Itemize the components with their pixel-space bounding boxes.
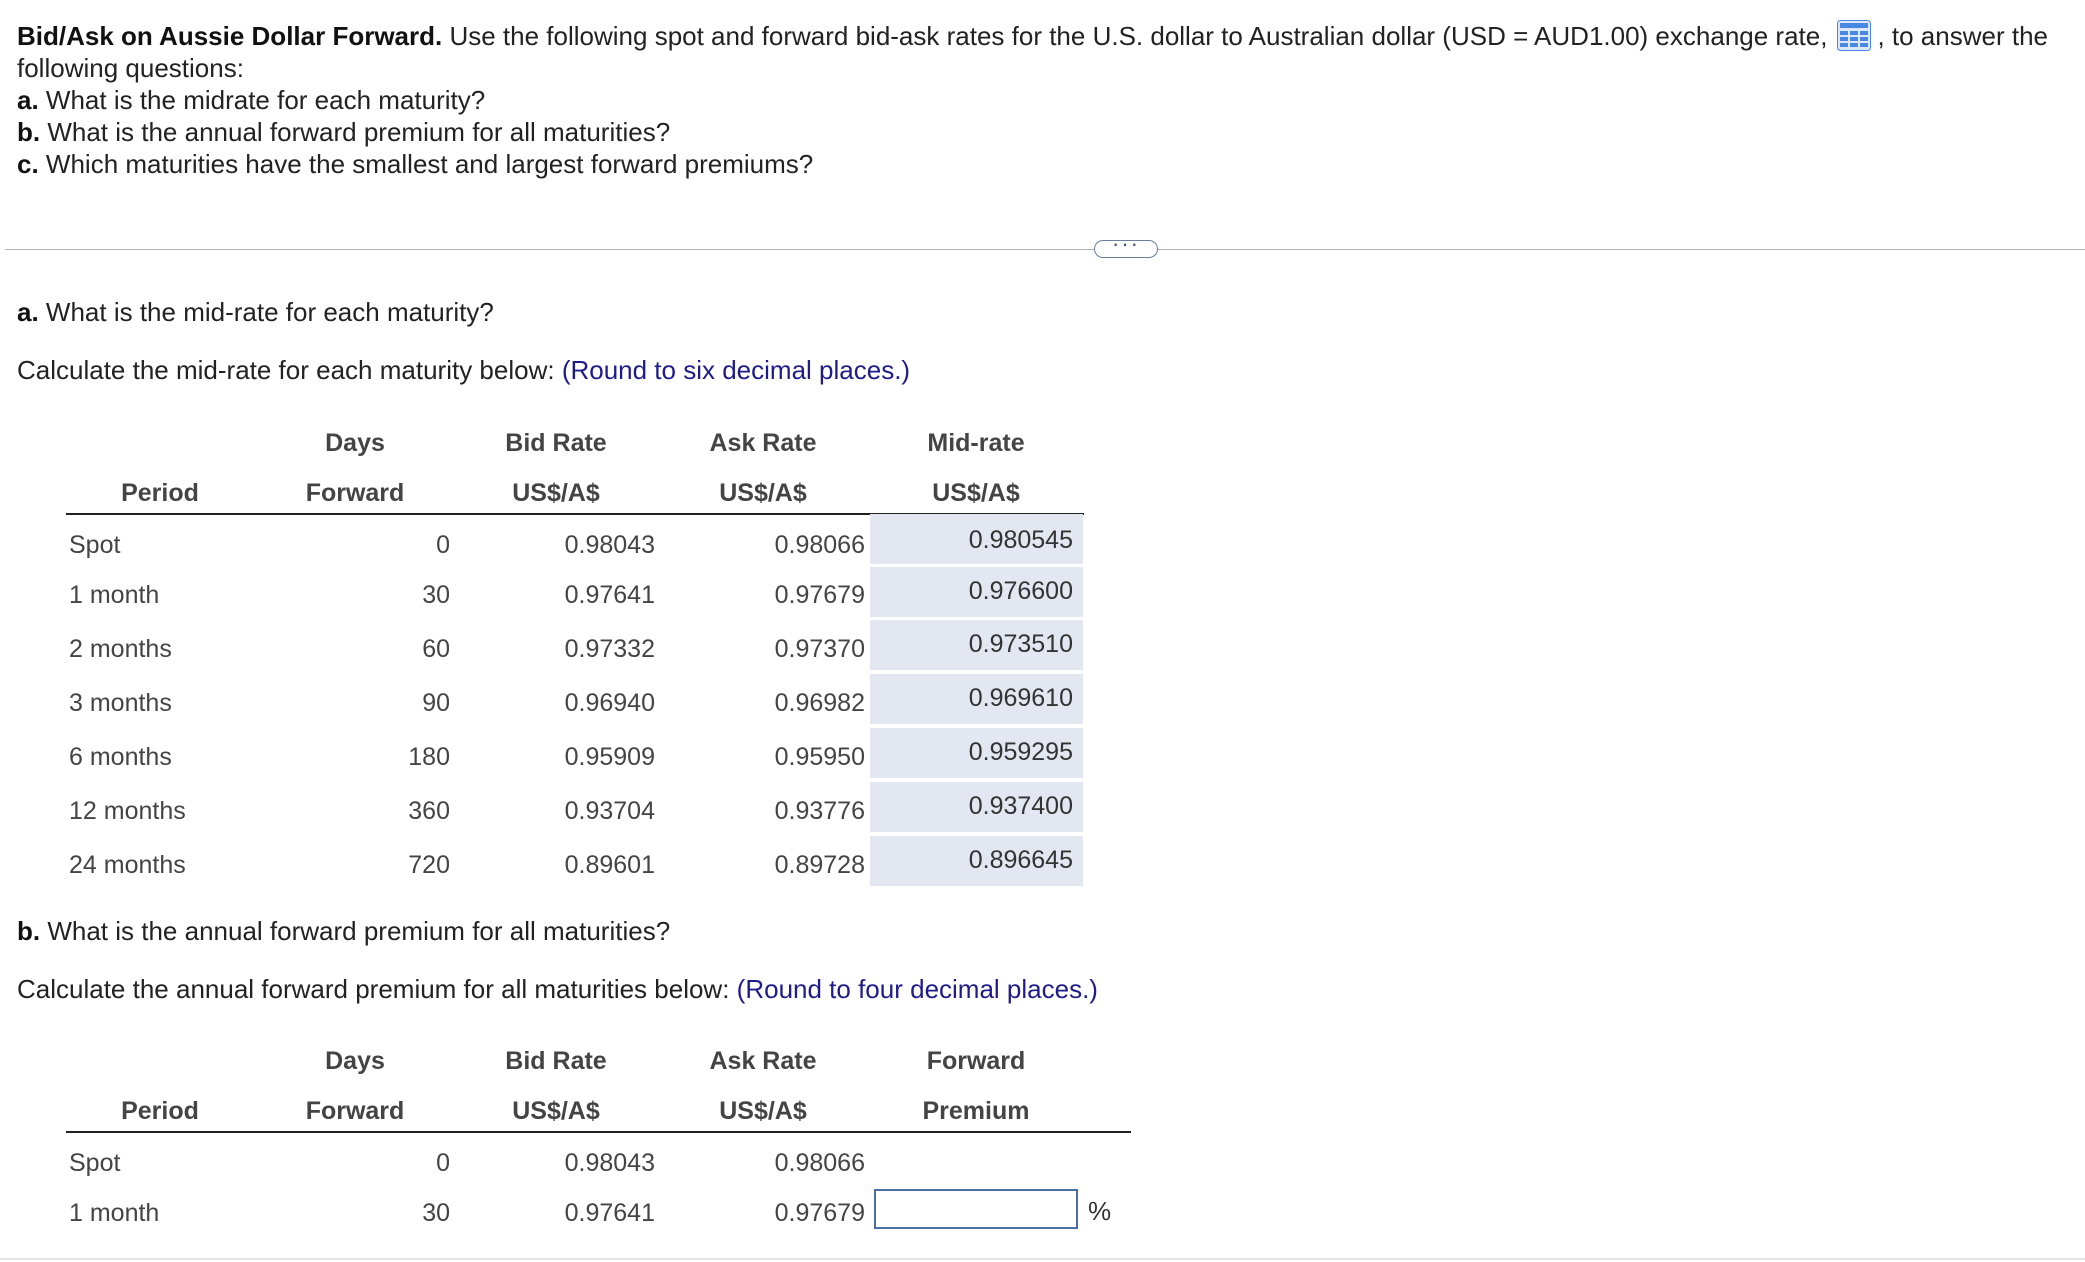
col-days-header-top: Days bbox=[325, 1047, 385, 1075]
mid-rate-cell: 0.959295 bbox=[870, 728, 1083, 778]
col-bid-header-top: Bid Rate bbox=[505, 429, 607, 457]
question-b: b. What is the annual forward premium for all maturities? bbox=[17, 117, 671, 147]
col-mid-header-top: Mid-rate bbox=[927, 429, 1025, 457]
mid-rate-cell: 0.896645 bbox=[870, 836, 1083, 886]
mid-rate-cell: 0.976600 bbox=[870, 567, 1083, 617]
part-a-hint: (Round to six decimal places.) bbox=[561, 355, 911, 385]
col-bid-header-bottom: US$/A$ bbox=[512, 1097, 600, 1125]
question-c: c. Which maturities have the smallest and largest forward premiums? bbox=[17, 149, 814, 179]
part-b-hint: (Round to four decimal places.) bbox=[736, 974, 1098, 1004]
part-b-heading: b. What is the annual forward premium for all maturities? bbox=[17, 916, 671, 946]
col-ask-header-top: Ask Rate bbox=[709, 429, 817, 457]
col-ask-header-top: Ask Rate bbox=[709, 1047, 817, 1075]
mid-rate-cell: 0.980545 bbox=[870, 514, 1083, 564]
problem-intro bbox=[17, 20, 2077, 180]
col-ask-header-bottom: US$/A$ bbox=[719, 479, 807, 507]
col-ask-header-bottom: US$/A$ bbox=[719, 1097, 807, 1125]
col-bid-header-top: Bid Rate bbox=[505, 1047, 607, 1075]
col-mid-header-bottom: US$/A$ bbox=[932, 479, 1020, 507]
intro-text: Use the following spot and forward bid-ask rates for the U.S. dollar to Australian dollar (USD = AUD1.00) exchange rate, bbox=[449, 21, 1828, 51]
mid-rate-cell: 0.969610 bbox=[870, 674, 1083, 724]
table-b-header-rule bbox=[66, 1131, 1131, 1133]
intro-line2: following questions: bbox=[17, 53, 244, 83]
col-bid-header-bottom: US$/A$ bbox=[512, 479, 600, 507]
percent-unit: % bbox=[1088, 1196, 1112, 1226]
question-a: a. What is the midrate for each maturity? bbox=[17, 85, 486, 115]
col-premium-header-bottom: Premium bbox=[922, 1097, 1030, 1125]
part-a-instruction: Calculate the mid-rate for each maturity below: (Round to six decimal places.) bbox=[17, 355, 911, 385]
problem-title: Bid/Ask on Aussie Dollar Forward. bbox=[17, 21, 443, 51]
mid-rate-cell: 0.973510 bbox=[870, 620, 1083, 670]
col-period-header: Period bbox=[121, 479, 199, 507]
section-divider bbox=[5, 249, 2085, 250]
part-b-instruction: Calculate the annual forward premium for all maturities below: (Round to four decimal places.) bbox=[17, 974, 1098, 1004]
col-days-header-top: Days bbox=[325, 429, 385, 457]
bottom-border bbox=[0, 1258, 2085, 1260]
forward-premium-input[interactable] bbox=[874, 1189, 1078, 1229]
col-days-header-bottom: Forward bbox=[305, 479, 405, 507]
mid-rate-cell: 0.937400 bbox=[870, 782, 1083, 832]
part-a-heading: a. What is the mid-rate for each maturity? bbox=[17, 297, 494, 327]
expand-more-button[interactable]: ··· bbox=[1094, 240, 1158, 258]
col-period-header: Period bbox=[121, 1097, 199, 1125]
col-days-header-bottom: Forward bbox=[305, 1097, 405, 1125]
intro-text-end: , to answer the bbox=[1877, 21, 2048, 51]
col-premium-header-top: Forward bbox=[926, 1047, 1026, 1075]
table-grid-icon[interactable] bbox=[1837, 20, 1871, 51]
